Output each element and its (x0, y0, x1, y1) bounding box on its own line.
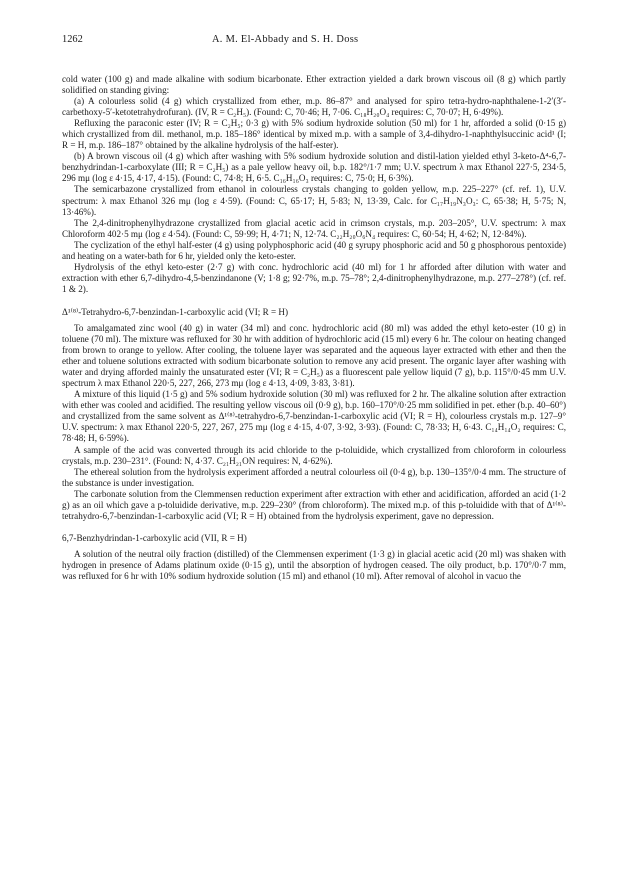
paragraph: To amalgamated zinc wool (40 g) in water (34 ml) and conc. hydrochloric acid (80 ml) was added the ethyl keto-ester (10 g) in toluene (70 ml). The mixture was refluxed for 30 hr with addition of hydrochloric acid (15 ml) every 6 hr. The colour on heating changed from brown to orange to yellow. After cooling, the toluene layer was separated and the aqueous layer extracted with ether and then the ether and toluene solutions extracted with sodium bicarbonate solution to remove any acid present. The organic layer after washing with water and drying afforded mainly the unsaturated ester (VI; R = C₂H₅) as a fluorescent pale yellow liquid (7 g), b.p. 115°/0·45 mm U.V. spectrum λ max Ethanol 220·5, 227, 266, 273 mμ (log ε 4·13, 4·09, 3·83, 3·81). (62, 322, 566, 389)
paragraph: Refluxing the paraconic ester (IV; R = C₂H₅; 0·3 g) with 5% sodium hydroxide solution (50 ml) for 1 hr, afforded a solid (0·15 g) which crystallized from dil. methanol, m.p. 185–186° identical by mixed m.p. with a sample of 3,4-dihydro-1-naphthylsuccinic acid¹ (I; R = H, m.p. 186–187° obtained by the alkaline hydrolysis of the half-ester). (62, 118, 566, 151)
section-heading: 6,7-Benzhydrindan-1-carboxylic acid (VII, R = H) (62, 532, 247, 543)
paragraph: The ethereal solution from the hydrolysis experiment afforded a neutral colourless oil (0·4 g), b.p. 130–135°/0·4 mm. The structure of the substance is under investigation. (62, 466, 566, 488)
page-header (62, 34, 566, 50)
paragraph: The cyclization of the ethyl half-ester (4 g) using polyphosphoric acid (40 g syrupy phosphoric acid and 50 g phosphorous pentoxide) and heating on a water-bath for 6 hr, yielded only the keto-ester. (62, 239, 566, 261)
paragraph: cold water (100 g) and made alkaline with sodium bicarbonate. Ether extraction yielded a dark brown viscous oil (8 g) which partly solidified on standing giving: (62, 74, 566, 96)
running-title: A. M. El-Abbady and S. H. Doss (212, 34, 359, 45)
paragraph: (a) A colourless solid (4 g) which crystallized from ether, m.p. 86–87° and analysed for spiro tetra-hydro-naphthalene-1-2′(3′-carbethoxy-5′-ketotetrahydrofuran). (IV, R = C₂H₅). (Found: C, 70·46; H, 7·06. C₁₈H₂₀O₄ requires: C, 70·07; H, 6·49%). (62, 96, 566, 118)
paragraph: A sample of the acid was converted through its acid chloride to the p-toluidide, which crystallized from chloroform in colourless crystals, m.p. 230–231°. (Found: N, 4·37. C₂₁H₂₁ON requires: N, 4·62%). (62, 444, 566, 466)
page-number: 1262 (62, 34, 83, 45)
section-heading: Δ¹⁽⁸⁾-Tetrahydro-6,7-benzindan-1-carboxylic acid (VI; R = H) (62, 306, 289, 317)
paragraph: Hydrolysis of the ethyl keto-ester (2·7 g) with conc. hydrochloric acid (40 ml) for 1 hr afforded after dilution with water and extraction with ether 6,7-dihydro-4,5-benzindanone (V; 1·8 g; 92·7%, m.p. 75–78°; 2,4-dinitrophenylhydrazone, m.p. 277–278°) (cf. ref. 1 & 2). (62, 261, 566, 294)
paragraph: The carbonate solution from the Clemmensen reduction experiment after extraction with ether and acidification, afforded an acid (1·2 g) as an oil which gave a p-toluidide derivative, m.p. 229–230° (from chloroform). The mixed m.p. of this p-toluidide with that of Δ¹⁽⁸⁾-tetrahydro-6,7-benzindan-1-carboxylic acid (VI; R = H) obtained from the hydrolysis experiment, gave no depression. (62, 488, 566, 521)
paragraph: A mixture of this liquid (1·5 g) and 5% sodium hydroxide solution (30 ml) was refluxed for 2 hr. The alkaline solution after extraction with ether was cooled and acidified. The resulting yellow viscous oil (0·9 g), b.p. 160–170°/0·25 mm solidified in pet. ether (b.p. 40–60°) and crystallized from the same solvent as Δ¹⁽⁸⁾-tetrahydro-6,7-benzindan-1-carboxylic acid (VI; R = H), colourless crystals m.p. 127–9° U.V. spectrum: λ max Ethanol 220·5, 227, 267, 275 mμ (log ε 4·15, 4·07, 3·92, 3·93). (Found: C, 78·33; H, 6·43. C₁₄H₁₄O₂ requires: C, 78·48; H, 6·59%). (62, 389, 566, 444)
paragraph: The semicarbazone crystallized from ethanol in colourless crystals changing to golden yellow, m.p. 225–227° (cf. ref. 1), U.V. spectrum: λ max Ethanol 326 mμ (log ε 4·59). (Found: C, 65·17; H, 5·83; N, 13·39, Calc. for C₁₇H₁₉N₃O₃: C, 65·38; H, 5·75; N, 13·46%). (62, 184, 566, 217)
paragraph: (b) A brown viscous oil (4 g) which after washing with 5% sodium hydroxide solution and distil-lation yielded ethyl 3-keto-Δ⁴-6,7-benzhydrindan-1-carboxylate (III; R = C₂H₅) as a pale yellow heavy oil, b.p. 182°/1·7 mm; U.V. spectrum λ max Ethanol 227·5, 234·5, 296 mμ (log ε 4·15, 4·17, 4·15). (Found: C, 74·8; H, 6·5. C₁₆H₁₆O₃ requires: C, 75·0; H, 6·3%). (62, 151, 566, 184)
paragraph: The 2,4-dinitrophenylhydrazone crystallized from glacial acetic acid in crimson crystals, m.p. 203–205°, U.V. spectrum: λ max Chloroform 402·5 mμ (log ε 4·54). (Found: C, 59·99; H, 4·71; N, 12·74. C₂₂H₂₀O₆N₄ requires: C, 60·54; H, 4·62; N, 12·84%). (62, 217, 566, 239)
paragraph: A solution of the neutral oily fraction (distilled) of the Clemmensen experiment (1·3 g) in glacial acetic acid (20 ml) was shaken with hydrogen in presence of Adams platinum oxide (0·15 g), until the absorption of hydrogen ceased. The oily product, b.p. 170°/0·7 mm, was refluxed for 6 hr with 10% sodium hydroxide solution (15 ml) and ethanol (10 ml). After removal of alcohol in vacuo the (62, 548, 566, 581)
article-body (62, 74, 566, 582)
